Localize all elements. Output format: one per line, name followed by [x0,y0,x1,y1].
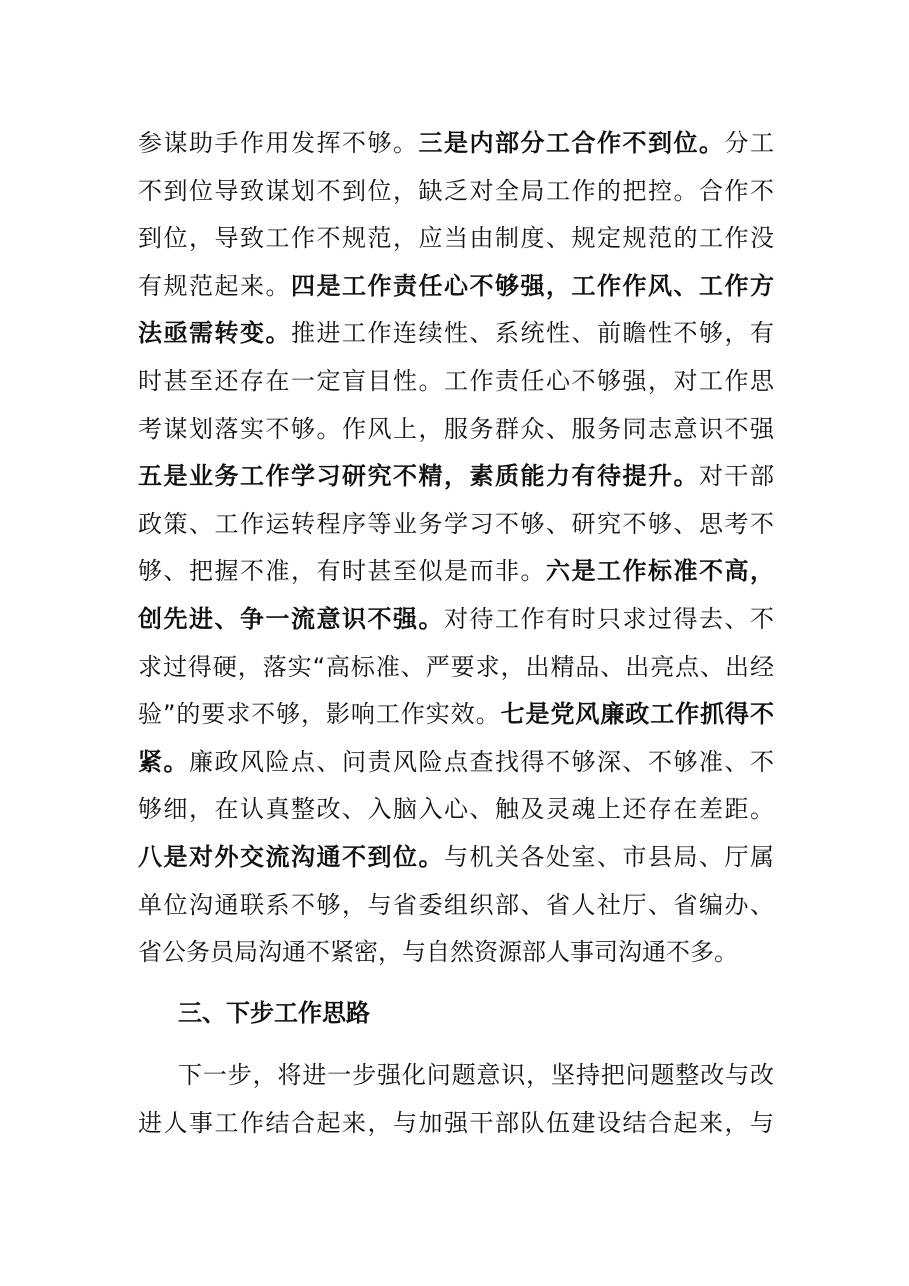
paragraph-line: 下一步，将进一步强化问题意识，坚持把问题整改与改 [178,1061,774,1089]
text-run: 与机关各处室、市县局、厅属 [444,842,774,871]
paragraph-line: 进人事工作结合起来，与加强干部队伍建设结合起来，与 [138,1108,774,1137]
text-run: 验”的要求不够，影响工作实效。 [138,700,501,729]
body-paragraph-next-steps [138,1052,774,1147]
paragraph-line [138,358,774,406]
paragraph-line [138,691,774,739]
text-run: 廉政风险点、问责风险点查找得不够深、不够准、不 [189,747,774,776]
text-run: 分工 [724,129,774,157]
paragraph-line [138,548,774,596]
paragraph-line [138,215,774,263]
text-run: 够细，在认真整改、入脑入心、触及灵魂上还存在差距。 [138,795,774,824]
text-run: 考谋划落实不够。作风上，服务群众、服务同志意识不强 [138,414,774,443]
paragraph-line [138,310,774,358]
paragraph-line [138,263,774,311]
text-run: 够、把握不准，有时甚至似是而非。 [138,557,546,586]
bold-text-run: 六是工作标准不高， [546,557,774,586]
paragraph-line [138,739,774,787]
paragraph-line [138,406,774,454]
paragraph-line [138,929,774,977]
paragraph-line [138,501,774,549]
bold-text-run: 法亟需转变。 [138,319,291,348]
paragraph-line [138,644,774,692]
paragraph-line [138,834,774,882]
text-run: 求过得硬，落实“高标准、严要求，出精品、出亮点、出经 [138,652,774,681]
text-run: 政策、工作运转程序等业务学习不够、研究不够、思考不 [138,509,774,538]
text-run: 对待工作有时只求过得去、不 [444,604,774,633]
paragraph-line [138,786,774,834]
bold-text-run: 四是工作责任心不够强，工作作风、工作方 [291,271,774,300]
paragraph-line [138,168,774,216]
text-run: 推进工作连续性、系统性、前瞻性不够，有 [291,319,774,348]
bold-text-run: 三是内部分工合作不到位。 [418,129,725,157]
text-run: 单位沟通联系不够，与省委组织部、省人社厅、省编办、 [138,890,774,919]
body-paragraph-problems [138,120,774,977]
section-heading-next-steps: 三、下步工作思路 [178,999,370,1027]
text-run: 不到位导致谋划不到位，缺乏对全局工作的把控。合作不 [138,176,774,205]
paragraph-line [138,120,774,168]
text-run: 有规范起来。 [138,271,291,300]
text-run: 对干部 [699,462,774,491]
paragraph-line [138,453,774,501]
bold-text-run: 七是党风廉政工作抓得不 [500,700,774,729]
text-run: 参谋助手作用发挥不够。 [138,129,419,157]
bold-text-run: 五是业务工作学习研究不精，素质能力有待提升。 [138,462,699,491]
text-run: 省公务员局沟通不紧密，与自然资源部人事司沟通不多。 [138,938,738,967]
bold-text-run: 创先进、争一流意识不强。 [138,604,444,633]
paragraph-line [138,882,774,930]
text-run: 到位，导致工作不规范，应当由制度、规定规范的工作没 [138,224,774,253]
bold-text-run: 紧。 [138,747,189,776]
text-run: 时甚至还存在一定盲目性。工作责任心不够强，对工作思 [138,366,774,395]
bold-text-run: 八是对外交流沟通不到位。 [138,842,444,871]
paragraph-line [138,596,774,644]
